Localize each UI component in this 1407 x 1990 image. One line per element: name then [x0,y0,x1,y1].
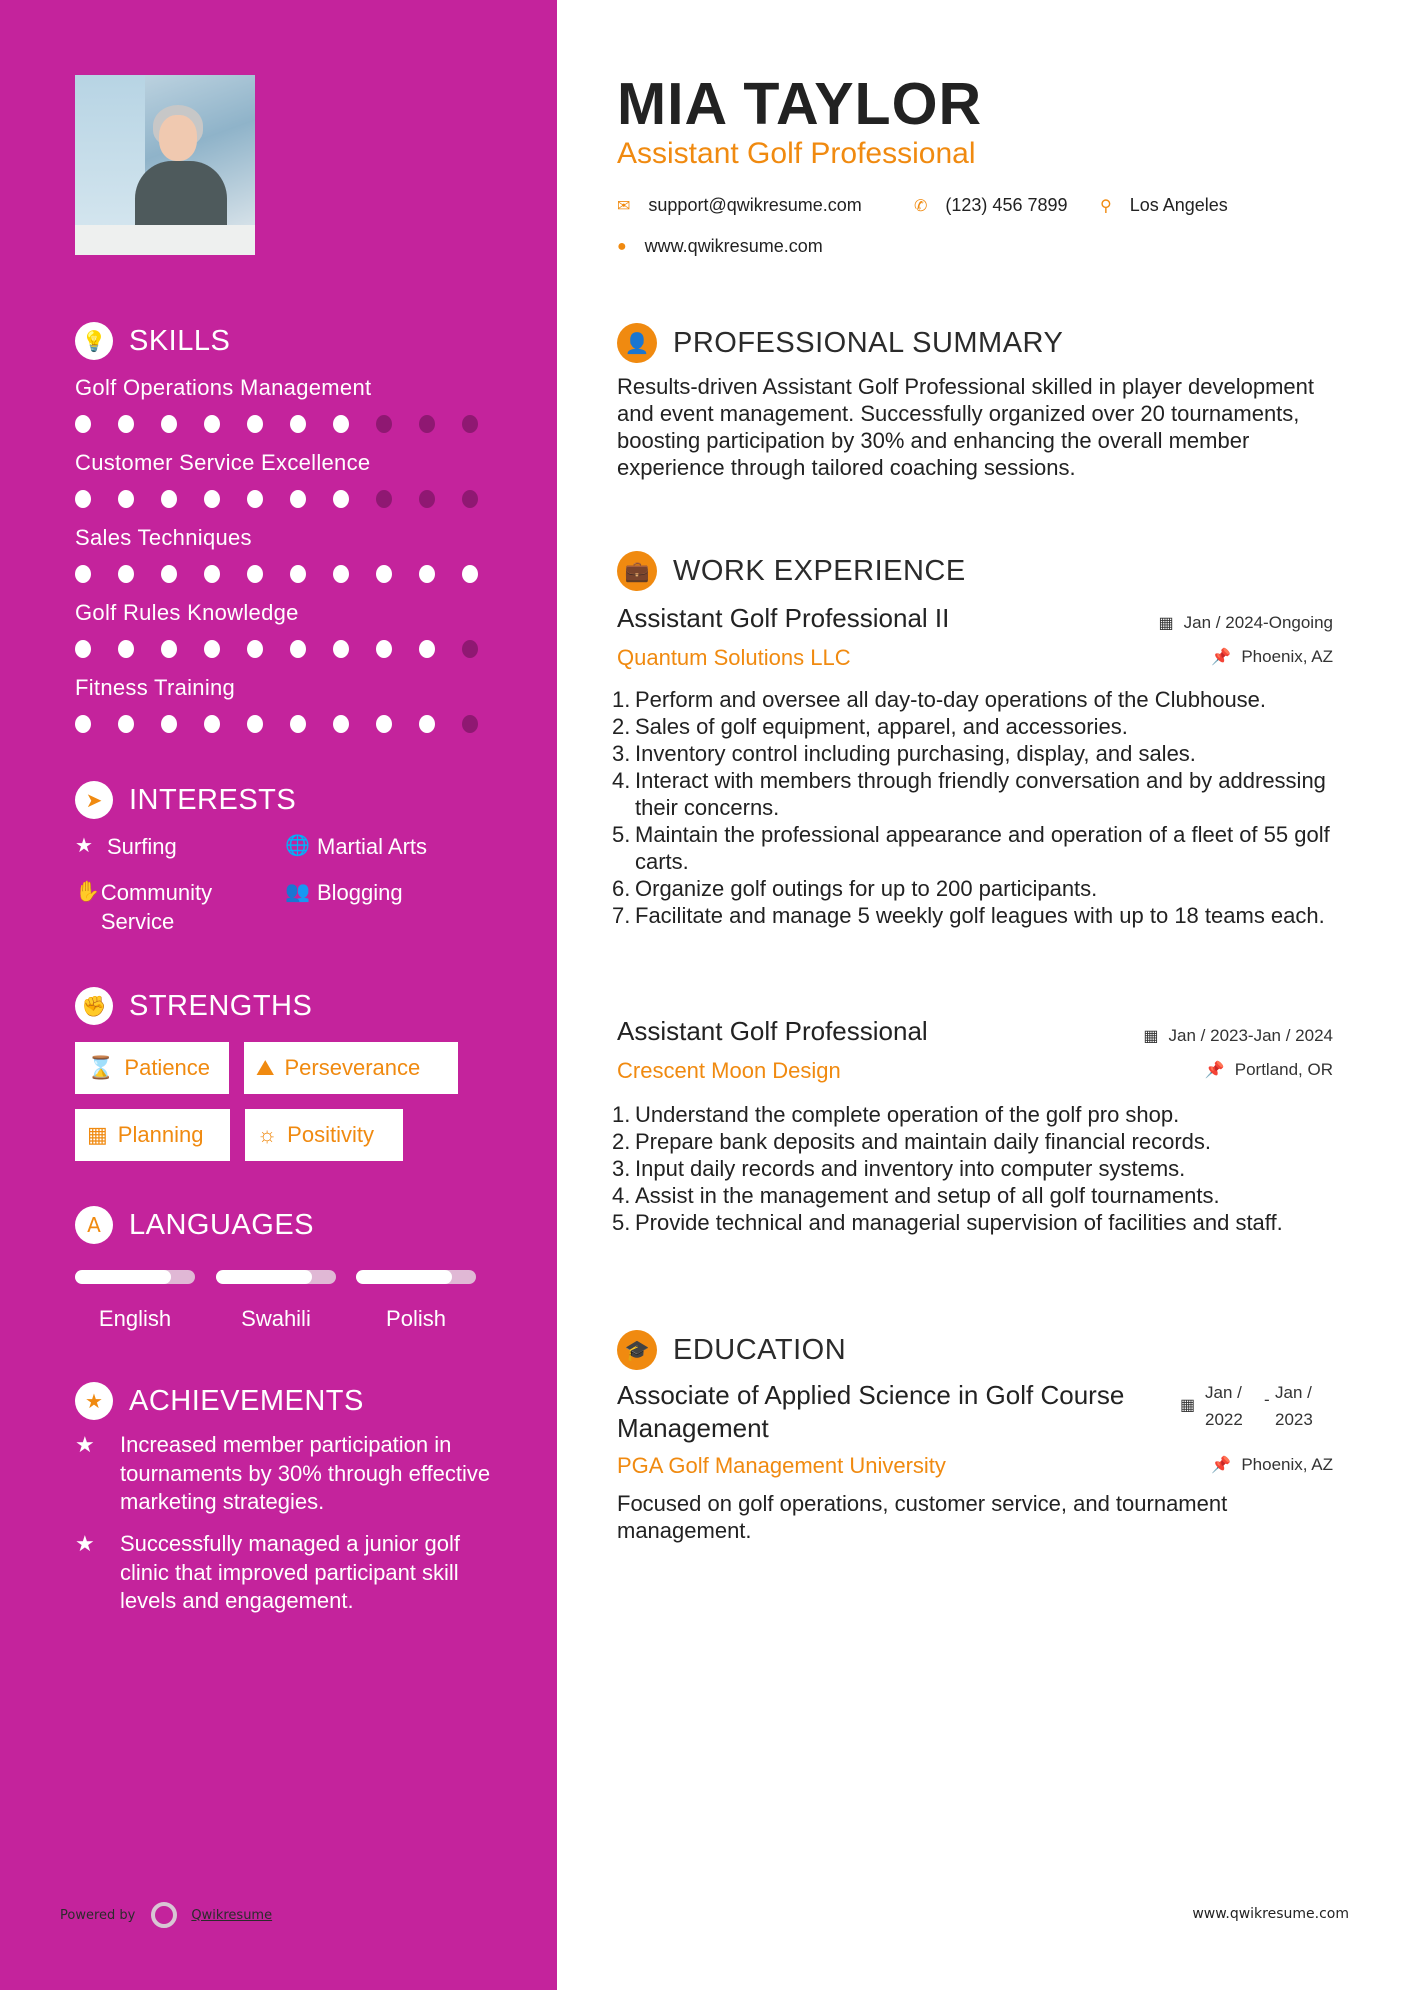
skill-item [75,450,505,508]
job-duties [612,686,1342,929]
skill-item [75,525,505,583]
strength-badge [75,1109,230,1161]
skill-dot [462,415,478,433]
calendar-icon: ▦ [1180,1397,1196,1414]
pin-icon: 📌 [1211,1457,1232,1474]
summary-title: PROFESSIONAL SUMMARY [673,326,1064,359]
hourglass-icon: ⌛ [87,1055,115,1080]
phone-icon: ✆ [914,197,928,215]
skill-dot [290,715,306,733]
strength-label: Perseverance [284,1055,421,1080]
pin-icon: 📌 [1204,1062,1225,1079]
edu-end-month: Jan / [1275,1383,1312,1402]
achievement-text: Increased member participation in tournaments by 30% through effective marketing strategies. [120,1432,491,1514]
edu-end-year: 2023 [1275,1410,1313,1429]
skill-dot [75,415,91,433]
duty-item: Maintain the professional appearance and operation of a fleet of 55 golf carts. [635,822,1330,874]
skill-dot [204,415,220,433]
skill-dot [376,640,392,658]
lightbulb-icon: 💡 [75,322,113,360]
powered-by [60,1902,272,1928]
language-name: Swahili [241,1306,311,1331]
contact-email[interactable] [617,195,862,216]
interest-label: Blogging [317,880,403,905]
skill-dot [333,715,349,733]
skill-dot [333,415,349,433]
skill-rating [75,715,505,733]
achievement-item [75,1431,495,1517]
email-text: support@qwikresume.com [648,195,862,215]
skill-item [75,600,505,658]
users-icon: 👥 [285,881,310,903]
education-description: Focused on golf operations, customer service, and tournament management. [617,1491,1228,1543]
skill-dot [118,565,134,583]
education-title: EDUCATION [673,1333,847,1366]
strength-label: Positivity [287,1122,374,1147]
skill-name: Customer Service Excellence [75,450,371,475]
globe-icon: ● [617,237,627,255]
skill-dot [376,415,392,433]
skill-dot [118,715,134,733]
achievements-header [75,1382,364,1420]
job-location [1211,647,1333,667]
skill-dot [376,565,392,583]
skill-dot [376,490,392,508]
skill-dot [247,565,263,583]
language-level-bar [356,1270,476,1284]
skill-dot [290,640,306,658]
duty-item: Understand the complete operation of the golf pro shop. [635,1102,1180,1127]
skill-dot [290,490,306,508]
location-text: Los Angeles [1129,195,1228,215]
strength-label: Planning [117,1122,204,1147]
qwikresume-logo-icon [151,1902,177,1928]
interest-label: Surfing [107,834,177,859]
summary-header [617,323,1063,363]
pin-icon: 📌 [1211,649,1232,666]
language-item [216,1270,336,1332]
contact-location [1100,195,1228,216]
skill-dot [419,715,435,733]
duty-item: Assist in the management and setup of all golf tournaments. [635,1183,1220,1208]
calendar-icon: ▦ [1158,615,1174,632]
skill-name: Golf Rules Knowledge [75,600,299,625]
skill-dot [376,715,392,733]
job-duties [612,1101,1342,1236]
skills-header [75,322,230,360]
duty-item: Provide technical and managerial supervision of facilities and staff. [635,1210,1283,1235]
strength-badge [75,1042,229,1094]
skill-name: Golf Operations Management [75,375,372,400]
skill-dot [204,565,220,583]
star-icon: ★ [75,835,93,857]
strength-label: Patience [124,1055,211,1080]
skill-dot [419,415,435,433]
job-title: Assistant Golf Professional II [617,603,950,633]
language-level-bar [75,1270,195,1284]
duty-item: Inventory control including purchasing, display, and sales. [635,741,1196,766]
duty-item: Prepare bank deposits and maintain daily financial records. [635,1129,1211,1154]
education-header [617,1330,846,1370]
brand-link[interactable]: Qwikresume [191,1907,273,1923]
achievements-title: ACHIEVEMENTS [129,1384,364,1417]
skill-dot [462,490,478,508]
powered-label: Powered by [60,1907,136,1923]
road-icon: ⛰ [256,1055,275,1080]
skill-dot [118,415,134,433]
job-dates-text: Jan / 2024-Ongoing [1183,613,1333,632]
job-dates-text: Jan / 2023-Jan / 2024 [1168,1026,1333,1045]
skill-dot [161,715,177,733]
skill-dot [419,490,435,508]
edu-start-month: Jan / [1205,1383,1242,1402]
skill-rating [75,415,505,433]
language-level-bar [216,1270,336,1284]
skill-dot [161,490,177,508]
edu-start-year: 2022 [1205,1410,1243,1429]
job-location-text: Phoenix, AZ [1241,647,1333,666]
sun-icon: ☼ [257,1122,278,1147]
job-location-text: Portland, OR [1234,1060,1333,1079]
interests-title: INTERESTS [129,783,297,816]
skill-name: Fitness Training [75,675,236,700]
skill-rating [75,640,505,658]
shooting-star-icon: ★ [75,1432,95,1457]
experience-header [617,551,966,591]
skill-dot [118,640,134,658]
hand-icon: ✋ [75,881,100,903]
skill-dot [290,415,306,433]
skill-dot [462,640,478,658]
job-location [1205,1060,1333,1080]
shooting-star-icon: ★ [75,1531,95,1556]
duty-item: Interact with members through friendly conversation and by addressing their concerns. [635,768,1326,820]
fist-icon: ✊ [75,987,113,1025]
skill-dot [290,565,306,583]
achievement-item [75,1530,495,1616]
duty-item: Sales of golf equipment, apparel, and accessories. [635,714,1128,739]
interest-label: Community Service [100,880,213,934]
language-level-fill [356,1270,452,1284]
user-icon: 👤 [617,323,657,363]
skill-rating [75,490,505,508]
contact-website[interactable] [617,236,823,257]
skill-dot [204,490,220,508]
job-dates [1159,613,1333,633]
skill-rating [75,565,505,583]
language-level-fill [216,1270,312,1284]
job-title: Assistant Golf Professional [617,1016,928,1046]
job-dates [1143,1026,1333,1046]
envelope-icon: ✉ [617,197,631,215]
website-text: www.qwikresume.com [644,236,823,256]
languages-header [75,1206,314,1244]
skill-dot [161,640,177,658]
skill-dot [333,640,349,658]
skill-dot [204,715,220,733]
skill-dot [75,490,91,508]
interest-item [75,832,177,861]
candidate-name: MIA TAYLOR [617,71,983,137]
edu-location-text: Phoenix, AZ [1241,1455,1333,1474]
skill-dot [419,565,435,583]
skill-dot [247,490,263,508]
duty-item: Perform and oversee all day-to-day operations of the Clubhouse. [635,687,1267,712]
languages-title: LANGUAGES [129,1208,314,1241]
duty-item: Input daily records and inventory into computer systems. [635,1156,1186,1181]
interest-item [285,832,427,861]
language-icon: A [75,1206,113,1244]
interest-item [75,878,255,936]
contact-phone[interactable] [914,195,1068,216]
language-name: English [98,1306,172,1331]
skill-dot [247,415,263,433]
skill-dot [75,715,91,733]
strength-badge [244,1042,458,1094]
language-item [75,1270,195,1332]
skill-dot [161,565,177,583]
language-name: Polish [386,1306,446,1331]
interest-label: Martial Arts [317,834,428,859]
summary-text: Results-driven Assistant Golf Professional skilled in player development and event management. Successfully organized over 20 tournaments, boosting participation by 30% and enhancing the overall member experience through tailored coaching sessions. [617,374,1314,480]
company-name: Crescent Moon Design [617,1058,841,1083]
skills-title: SKILLS [129,324,231,357]
graduation-cap-icon: 🎓 [617,1330,657,1370]
skill-dot [419,640,435,658]
achievement-text: Successfully managed a junior golf clinic that improved participant skill levels and engagement. [120,1531,460,1613]
skill-dot [118,490,134,508]
sidebar [0,0,557,1990]
skill-name: Sales Techniques [75,525,252,550]
experience-title: WORK EXPERIENCE [673,554,966,587]
skill-item [75,375,505,433]
globe-icon: 🌐 [285,835,310,857]
strengths-title: STRENGTHS [129,989,313,1022]
skill-dot [333,490,349,508]
calendar-icon: ▦ [1143,1028,1159,1045]
skill-dot [204,640,220,658]
calendar-icon: ▦ [87,1122,108,1147]
profile-photo [75,75,255,255]
strength-badge [245,1109,403,1161]
strengths-header [75,987,312,1025]
skill-dot [333,565,349,583]
phone-text: (123) 456 7899 [945,195,1068,215]
language-item [356,1270,476,1332]
company-name: Quantum Solutions LLC [617,645,851,670]
duty-item: Organize golf outings for up to 200 participants. [635,876,1098,901]
skill-dot [247,640,263,658]
skill-dot [247,715,263,733]
edu-end-date [1275,1379,1313,1433]
degree-title: Associate of Applied Science in Golf Course Management [617,1380,1125,1443]
footer-url[interactable]: www.qwikresume.com [1192,1906,1349,1922]
edu-location [1211,1455,1333,1475]
duty-item: Facilitate and manage 5 weekly golf leagues with up to 18 teams each. [635,903,1325,928]
edu-start-date [1205,1379,1243,1433]
skill-dot [161,415,177,433]
language-level-fill [75,1270,171,1284]
interest-item [285,878,403,907]
candidate-role: Assistant Golf Professional [617,137,976,170]
skill-dot [75,640,91,658]
skill-dot [462,715,478,733]
paper-plane-icon: ➤ [75,781,113,819]
skill-dot [75,565,91,583]
skill-dot [462,565,478,583]
school-name: PGA Golf Management University [617,1453,946,1478]
edu-date-separator: - [1264,1390,1270,1409]
map-pin-icon: ⚲ [1100,197,1112,215]
skill-item [75,675,505,733]
briefcase-icon: 💼 [617,551,657,591]
interests-header [75,781,296,819]
star-badge-icon: ★ [75,1382,113,1420]
